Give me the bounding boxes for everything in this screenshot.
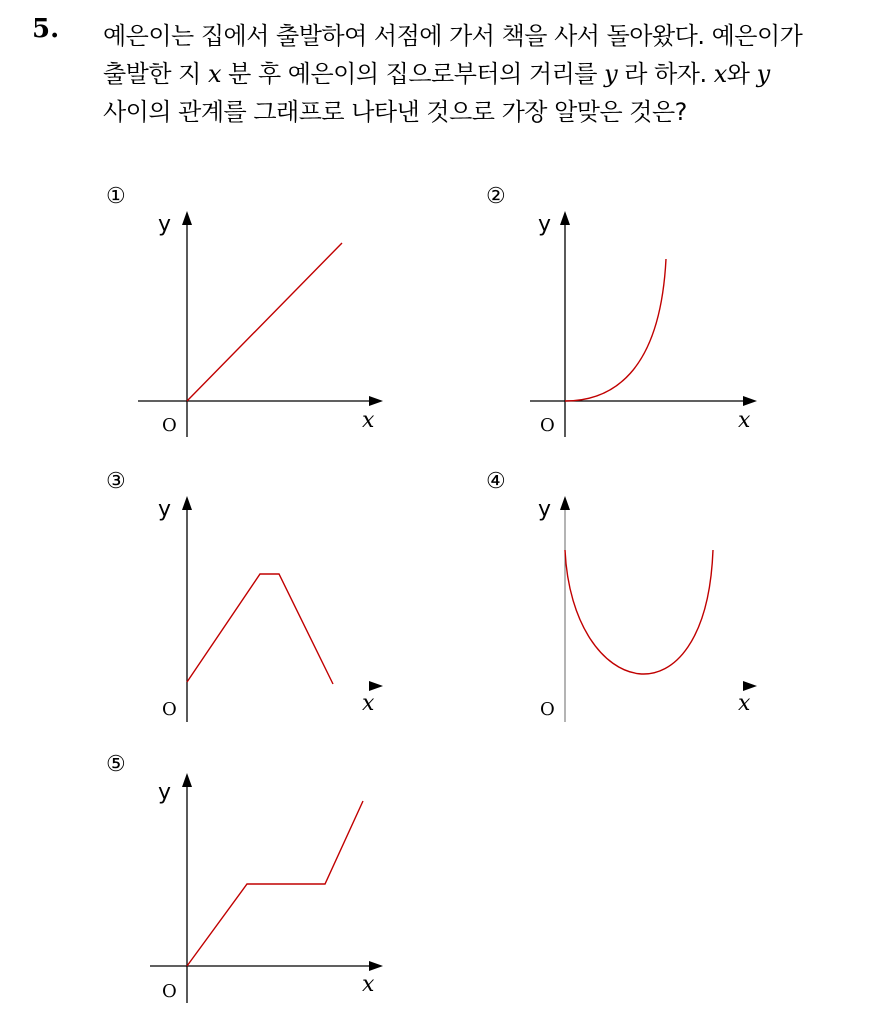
variable-y-2: y (756, 60, 770, 88)
option-5-graph (100, 745, 400, 1010)
option-1-curve (187, 243, 342, 401)
option-1-x-arrow-icon (369, 396, 383, 406)
question-line-2 (103, 54, 770, 89)
option-5-curve (187, 801, 363, 966)
option-2-number: ② (486, 184, 506, 209)
option-4-number: ④ (486, 469, 506, 494)
option-3-number: ③ (106, 469, 126, 494)
question-number: 5. (32, 14, 60, 44)
option-1-y-arrow-icon (182, 211, 192, 225)
option-5-origin-label: O (162, 981, 177, 1002)
question-line-2-b: 분 후 예은이의 집으로부터의 거리를 (221, 60, 605, 88)
option-1-x-label: x (362, 408, 375, 433)
option-3-y-label: y (158, 497, 172, 522)
option-2-graph (480, 175, 780, 440)
option-4-graph (480, 460, 780, 725)
question (0, 0, 884, 140)
option-4-curve (565, 550, 713, 674)
option-1-graph (100, 175, 400, 440)
option-5-y-arrow-icon (182, 773, 192, 787)
option-2[interactable] (480, 175, 780, 440)
question-line-2-a: 출발한 지 (103, 60, 208, 88)
option-1-origin-label: O (162, 415, 177, 436)
option-2-y-arrow-icon (560, 211, 570, 225)
option-3-x-arrow-icon (369, 681, 383, 691)
option-1-number: ① (106, 184, 126, 209)
option-3[interactable] (100, 460, 400, 725)
option-5-x-label: x (362, 972, 375, 997)
option-2-x-label: x (738, 408, 751, 433)
option-4[interactable] (480, 460, 780, 725)
option-4-y-arrow-icon (560, 496, 570, 510)
option-1[interactable] (100, 175, 400, 440)
option-3-graph (100, 460, 400, 725)
variable-x-2: x (713, 60, 727, 88)
option-2-x-arrow-icon (743, 396, 757, 406)
option-5-y-label: y (158, 780, 172, 805)
option-4-y-label: y (538, 497, 552, 522)
option-5[interactable] (100, 745, 400, 1010)
variable-x: x (208, 60, 222, 88)
option-4-x-arrow-icon (743, 681, 757, 691)
variable-y: y (604, 60, 618, 88)
option-4-origin-label: O (540, 699, 555, 720)
option-4-x-label: x (738, 691, 751, 716)
question-line-3: 사이의 관계를 그래프로 나타낸 것으로 가장 알맞은 것은? (103, 98, 687, 126)
option-5-x-arrow-icon (369, 961, 383, 971)
option-1-y-label: y (158, 212, 172, 237)
option-3-curve (187, 574, 333, 684)
option-5-number: ⑤ (106, 752, 126, 777)
question-line-2-d: 와 (726, 60, 757, 88)
option-3-y-arrow-icon (182, 496, 192, 510)
option-2-curve (565, 259, 666, 401)
question-line-1: 예은이는 집에서 출발하여 서점에 가서 책을 사서 돌아왔다. 예은이가 (103, 22, 803, 50)
option-2-origin-label: O (540, 415, 555, 436)
question-line-2-c: 라 하자. (617, 60, 714, 88)
option-3-x-label: x (362, 691, 375, 716)
option-2-y-label: y (538, 212, 552, 237)
option-3-origin-label: O (162, 699, 177, 720)
